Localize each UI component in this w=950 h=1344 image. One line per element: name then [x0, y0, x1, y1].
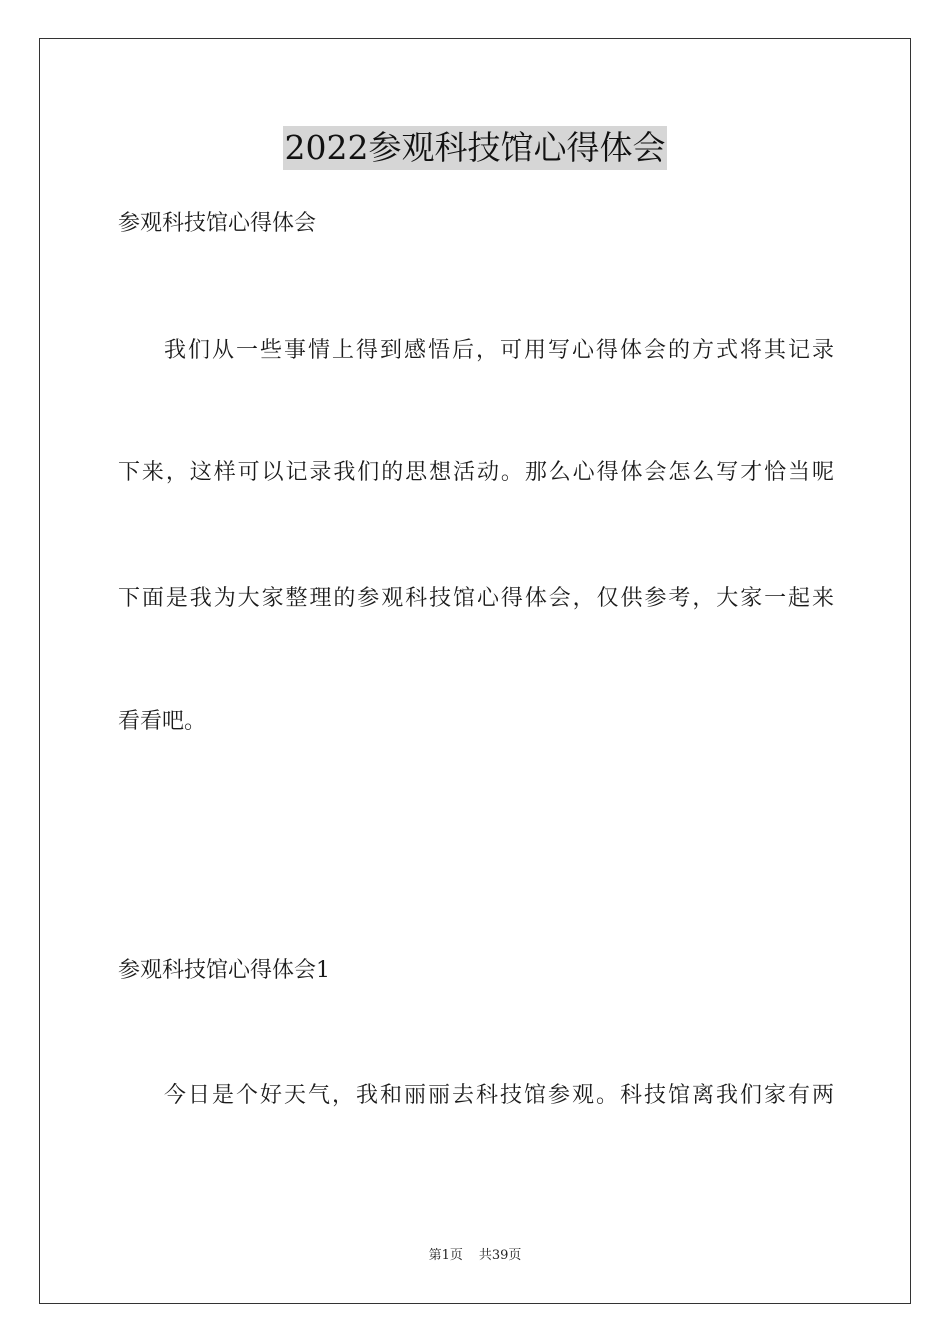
intro-line-3: 下面是我为大家整理的参观科技馆心得体会，仅供参考，大家一起来 [118, 586, 834, 611]
page-number: 第1页 [428, 1248, 463, 1263]
title-container [0, 126, 950, 170]
document-title: 2022参观科技馆心得体会 [283, 126, 668, 170]
document-subtitle: 参观科技馆心得体会 [118, 211, 317, 236]
intro-line-1: 我们从一些事情上得到感悟后，可用写心得体会的方式将其记录 [164, 338, 834, 363]
page-total: 共39页 [478, 1248, 522, 1263]
intro-line-2: 下来，这样可以记录我们的思想活动。那么心得体会怎么写才恰当呢 [118, 460, 834, 485]
page-footer [0, 1247, 950, 1265]
intro-line-4: 看看吧。 [118, 709, 207, 734]
section-heading: 参观科技馆心得体会1 [118, 958, 330, 983]
section-line-1: 今日是个好天气，我和丽丽去科技馆参观。科技馆离我们家有两 [164, 1083, 834, 1108]
